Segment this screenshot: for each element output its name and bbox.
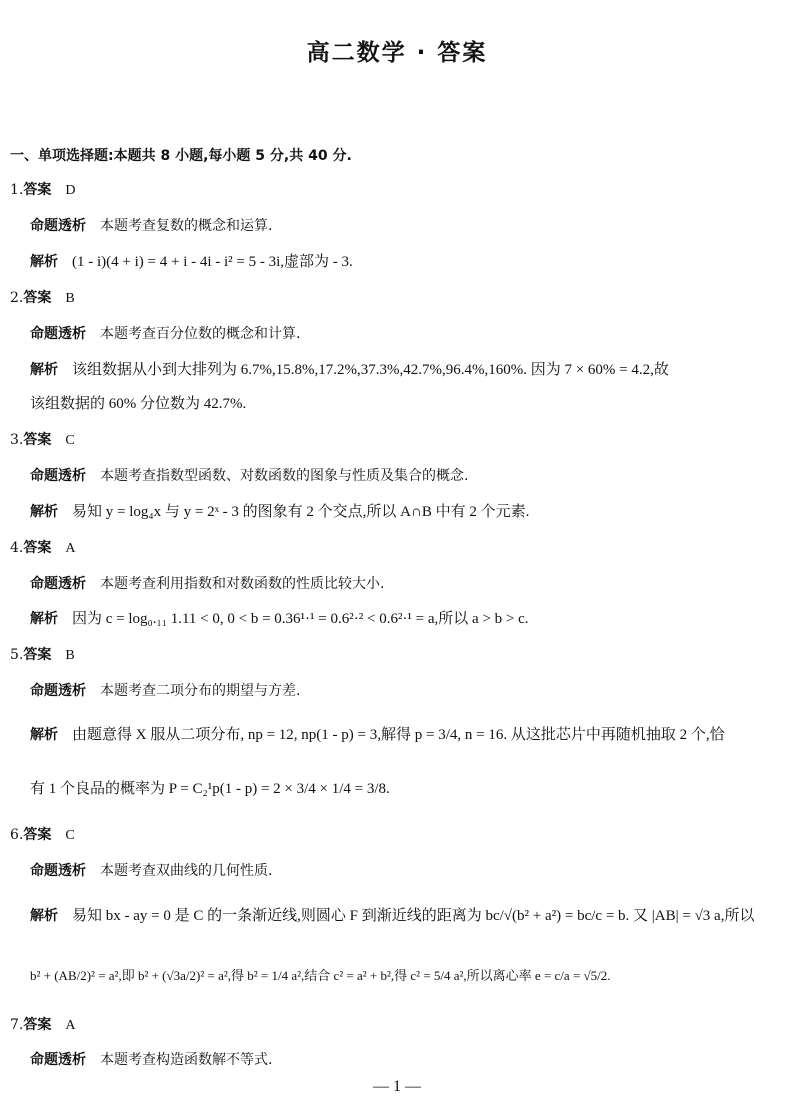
question-7-analysis	[30, 1050, 272, 1070]
answer-label: 答案	[23, 432, 52, 448]
analysis-label: 命题透析	[30, 683, 86, 699]
page-number: — 1 —	[373, 1078, 421, 1095]
analysis-label: 命题透析	[30, 468, 86, 484]
question-number: 7.	[10, 1017, 24, 1033]
solution-text: (1 - i)(4 + i) = 4 + i - 4i - i² = 5 - 3i,虚部为 - 3.	[72, 254, 353, 270]
question-3-answer	[10, 430, 75, 451]
question-4-analysis	[30, 574, 384, 594]
analysis-text: 本题考查指数型函数、对数函数的图象与性质及集合的概念.	[100, 468, 469, 484]
solution-text: 该组数据从小到大排列为 6.7%,15.8%,17.2%,37.3%,42.7%,96.4%,160%. 因为 7 × 60% = 4.2,故	[72, 362, 669, 378]
question-2-solution	[30, 360, 669, 380]
analysis-label: 命题透析	[30, 218, 86, 234]
analysis-text: 本题考查复数的概念和运算.	[100, 218, 273, 234]
solution-continuation: 该组数据的 60% 分位数为 42.7%.	[30, 396, 247, 412]
solution-text: 由题意得 X 服从二项分布, np = 12, np(1 - p) = 3,解得 p = 3/4, n = 16. 从这批芯片中再随机抽取 2 个,恰	[72, 727, 725, 743]
question-1-analysis	[30, 216, 272, 236]
answer-label: 答案	[23, 827, 52, 843]
question-6-answer	[10, 825, 75, 846]
question-1-answer	[10, 180, 75, 201]
answer-label: 答案	[23, 1017, 52, 1033]
question-6-solution	[30, 906, 754, 926]
question-4-solution	[30, 609, 529, 629]
question-number: 5.	[10, 647, 24, 663]
analysis-text: 本题考查百分位数的概念和计算.	[100, 326, 301, 342]
answer-value: C	[65, 433, 75, 448]
answer-label: 答案	[23, 290, 52, 306]
question-2-answer	[10, 288, 75, 309]
question-5-answer	[10, 645, 75, 666]
question-number: 2.	[10, 290, 24, 306]
question-2-analysis	[30, 324, 300, 344]
solution-text: 易知 y = log₄x 与 y = 2ˣ - 3 的图象有 2 个交点,所以 A∩B 中有 2 个元素.	[72, 504, 530, 520]
analysis-label: 命题透析	[30, 576, 86, 592]
solution-label: 解析	[30, 727, 58, 743]
solution-label: 解析	[30, 362, 58, 378]
answer-value: B	[65, 648, 75, 663]
answer-value: C	[65, 828, 75, 843]
question-4-answer	[10, 538, 75, 559]
solution-label: 解析	[30, 908, 58, 924]
section-heading: 一、单项选择题:本题共 8 小题,每小题 5 分,共 40 分.	[10, 148, 352, 164]
solution-continuation: 有 1 个良品的概率为 P = C₂¹p(1 - p) = 2 × 3/4 × 1/4 = 3/8.	[30, 781, 390, 797]
analysis-label: 命题透析	[30, 1052, 86, 1068]
analysis-label: 命题透析	[30, 863, 86, 879]
solution-text: 易知 bx - ay = 0 是 C 的一条渐近线,则圆心 F 到渐近线的距离为 bc/√(b² + a²) = bc/c = b. 又 |AB| = √3 a,所以	[72, 908, 755, 924]
solution-continuation: b² + (AB/2)² = a²,即 b² + (√3a/2)² = a²,得 b² = 1/4 a²,结合 c² = a² + b²,得 c² = 5/4 a²,所以离心率 e = c/a = √5/2.	[30, 968, 611, 983]
analysis-text: 本题考查利用指数和对数函数的性质比较大小.	[100, 576, 385, 592]
question-number: 6.	[10, 827, 24, 843]
answer-label: 答案	[23, 540, 52, 556]
question-5-solution	[30, 725, 725, 745]
solution-label: 解析	[30, 504, 58, 520]
solution-label: 解析	[30, 254, 58, 270]
question-number: 4.	[10, 540, 24, 556]
analysis-label: 命题透析	[30, 326, 86, 342]
solution-text: 因为 c = log₀.₁₁ 1.11 < 0, 0 < b = 0.36¹·¹ = 0.6²·² < 0.6²·¹ = a,所以 a > b > c.	[72, 611, 529, 627]
page-title: 高二数学 · 答案	[306, 40, 488, 66]
question-number: 3.	[10, 432, 24, 448]
answer-value: A	[65, 1018, 76, 1033]
question-6-analysis	[30, 861, 272, 881]
answer-label: 答案	[23, 182, 52, 198]
answer-value: D	[65, 183, 76, 198]
analysis-text: 本题考查二项分布的期望与方差.	[100, 683, 301, 699]
question-3-solution	[30, 502, 529, 522]
question-7-answer	[10, 1015, 75, 1036]
analysis-text: 本题考查构造函数解不等式.	[100, 1052, 273, 1068]
answer-value: A	[65, 541, 76, 556]
question-1-solution	[30, 252, 353, 272]
question-3-analysis	[30, 466, 468, 486]
answer-label: 答案	[23, 647, 52, 663]
question-5-analysis	[30, 681, 300, 701]
answer-value: B	[65, 291, 75, 306]
solution-label: 解析	[30, 611, 58, 627]
analysis-text: 本题考查双曲线的几何性质.	[100, 863, 273, 879]
question-number: 1.	[10, 182, 24, 198]
